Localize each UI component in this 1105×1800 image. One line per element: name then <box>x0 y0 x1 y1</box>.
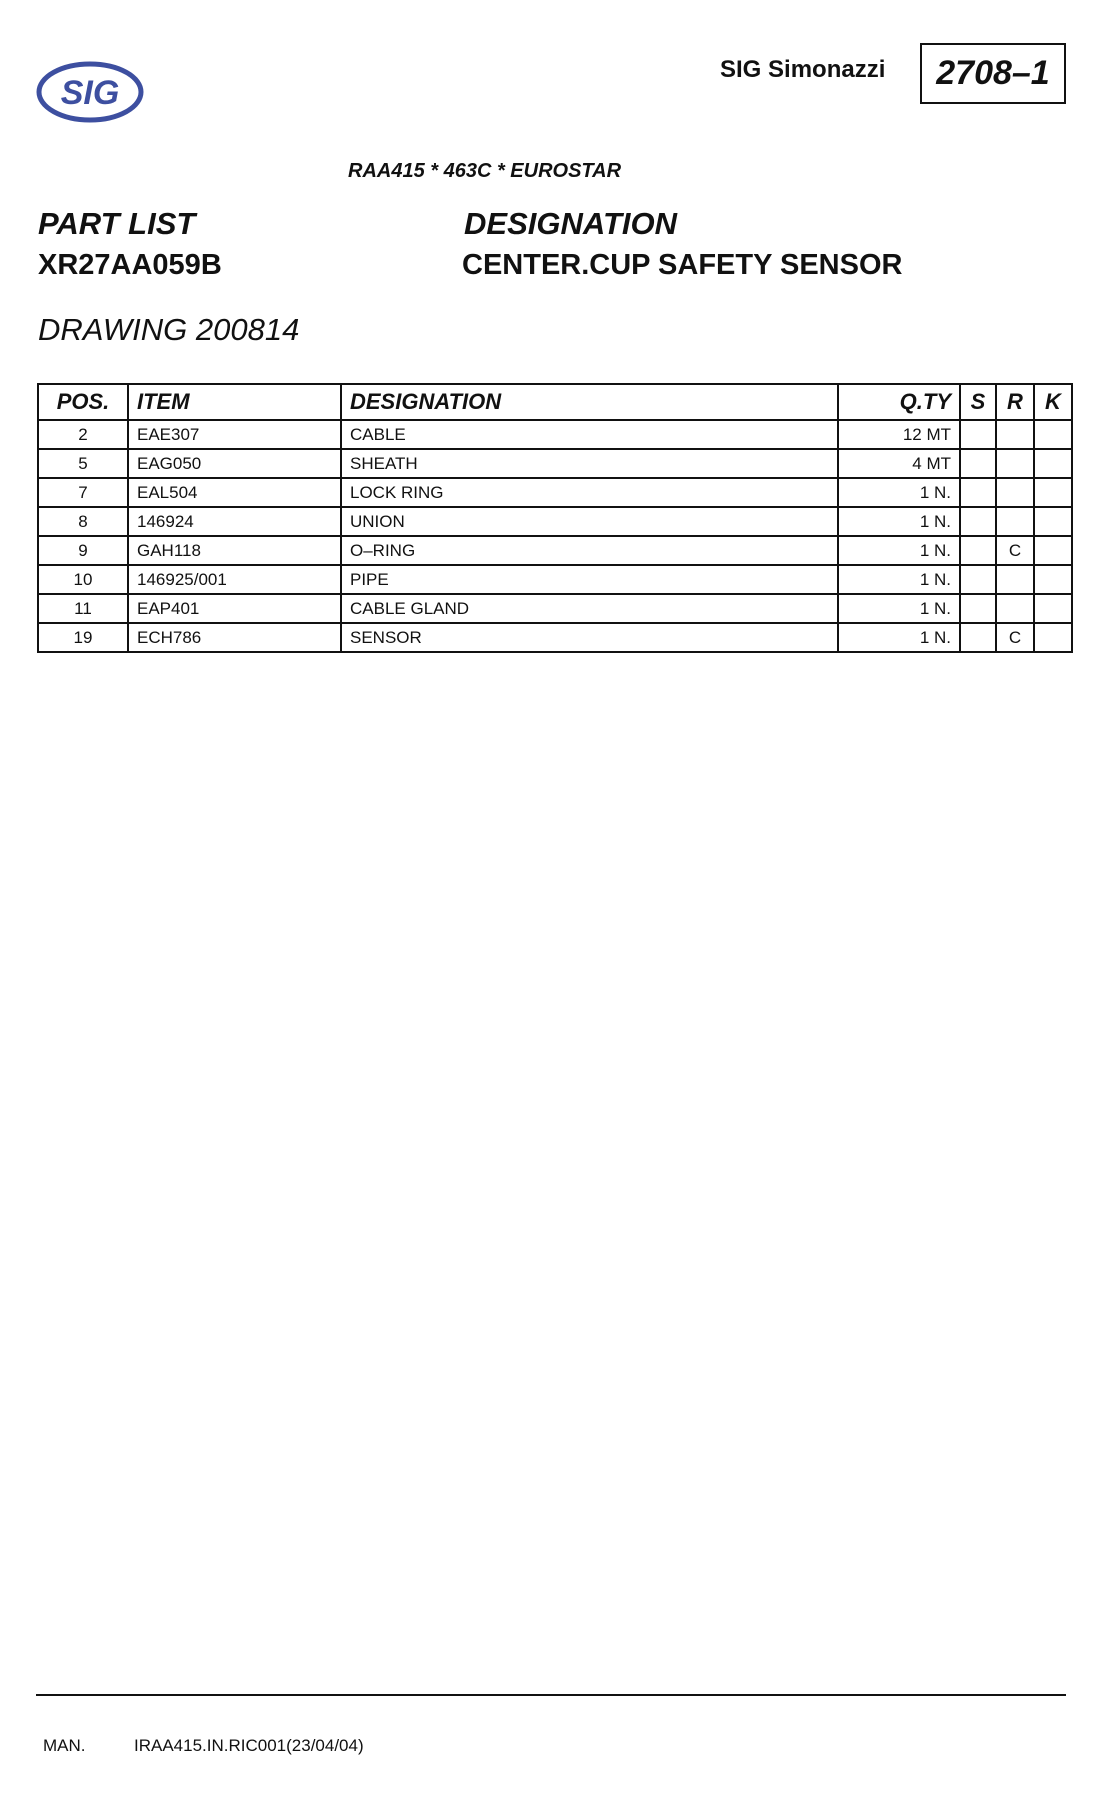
cell-pos: 8 <box>38 507 128 536</box>
cell-k <box>1034 594 1072 623</box>
cell-k <box>1034 478 1072 507</box>
cell-qty: 1 N. <box>838 565 960 594</box>
cell-item: GAH118 <box>128 536 341 565</box>
cell-item: 146925/001 <box>128 565 341 594</box>
table-row <box>38 594 1072 623</box>
cell-qty: 4 MT <box>838 449 960 478</box>
cell-item: EAL504 <box>128 478 341 507</box>
table-row <box>38 536 1072 565</box>
cell-r <box>996 420 1034 449</box>
part-list-label: PART LIST <box>38 206 196 241</box>
sig-logo <box>36 60 144 124</box>
cell-designation: LOCK RING <box>341 478 838 507</box>
cell-designation: O–RING <box>341 536 838 565</box>
parts-table <box>37 383 1073 653</box>
model-line: RAA415 * 463C * EUROSTAR <box>348 160 622 182</box>
table-row <box>38 420 1072 449</box>
cell-designation: SHEATH <box>341 449 838 478</box>
cell-pos: 10 <box>38 565 128 594</box>
cell-pos: 5 <box>38 449 128 478</box>
cell-k <box>1034 623 1072 652</box>
table-row <box>38 449 1072 478</box>
cell-qty: 1 N. <box>838 594 960 623</box>
designation-label: DESIGNATION <box>464 206 677 241</box>
cell-designation: CABLE <box>341 420 838 449</box>
col-header-k: K <box>1034 384 1072 420</box>
col-header-designation: DESIGNATION <box>341 384 838 420</box>
table-row <box>38 507 1072 536</box>
cell-k <box>1034 565 1072 594</box>
company-name: SIG Simonazzi <box>720 56 886 83</box>
table-row <box>38 623 1072 652</box>
table-row <box>38 478 1072 507</box>
cell-r: C <box>996 623 1034 652</box>
page-code: 2708–1 <box>920 43 1066 104</box>
cell-k <box>1034 536 1072 565</box>
cell-designation: CABLE GLAND <box>341 594 838 623</box>
cell-pos: 9 <box>38 536 128 565</box>
cell-pos: 7 <box>38 478 128 507</box>
col-header-pos: POS. <box>38 384 128 420</box>
designation-value: CENTER.CUP SAFETY SENSOR <box>462 249 903 281</box>
cell-s <box>960 594 996 623</box>
cell-s <box>960 449 996 478</box>
cell-item: ECH786 <box>128 623 341 652</box>
footer-divider <box>36 1694 1066 1696</box>
cell-s <box>960 623 996 652</box>
footer-document-ref: IRAA415.IN.RIC001(23/04/04) <box>134 1736 364 1755</box>
col-header-r: R <box>996 384 1034 420</box>
cell-qty: 1 N. <box>838 536 960 565</box>
table-header-row <box>38 384 1072 420</box>
cell-item: EAE307 <box>128 420 341 449</box>
cell-k <box>1034 449 1072 478</box>
cell-k <box>1034 420 1072 449</box>
cell-r <box>996 478 1034 507</box>
cell-item: 146924 <box>128 507 341 536</box>
cell-s <box>960 507 996 536</box>
cell-s <box>960 478 996 507</box>
cell-r <box>996 565 1034 594</box>
svg-text:SIG: SIG <box>60 74 120 112</box>
cell-pos: 11 <box>38 594 128 623</box>
cell-s <box>960 536 996 565</box>
cell-designation: PIPE <box>341 565 838 594</box>
cell-pos: 2 <box>38 420 128 449</box>
cell-qty: 1 N. <box>838 478 960 507</box>
cell-pos: 19 <box>38 623 128 652</box>
cell-designation: SENSOR <box>341 623 838 652</box>
cell-r <box>996 449 1034 478</box>
drawing-number: DRAWING 200814 <box>38 312 300 347</box>
cell-s <box>960 420 996 449</box>
cell-r <box>996 507 1034 536</box>
cell-qty: 1 N. <box>838 507 960 536</box>
table-row <box>38 565 1072 594</box>
part-list-number: XR27AA059B <box>38 249 222 281</box>
cell-r: C <box>996 536 1034 565</box>
cell-k <box>1034 507 1072 536</box>
cell-designation: UNION <box>341 507 838 536</box>
cell-s <box>960 565 996 594</box>
cell-qty: 1 N. <box>838 623 960 652</box>
cell-qty: 12 MT <box>838 420 960 449</box>
cell-item: EAG050 <box>128 449 341 478</box>
cell-r <box>996 594 1034 623</box>
cell-item: EAP401 <box>128 594 341 623</box>
col-header-qty: Q.TY <box>838 384 960 420</box>
footer-manual-label: MAN. <box>43 1736 86 1755</box>
col-header-item: ITEM <box>128 384 341 420</box>
col-header-s: S <box>960 384 996 420</box>
